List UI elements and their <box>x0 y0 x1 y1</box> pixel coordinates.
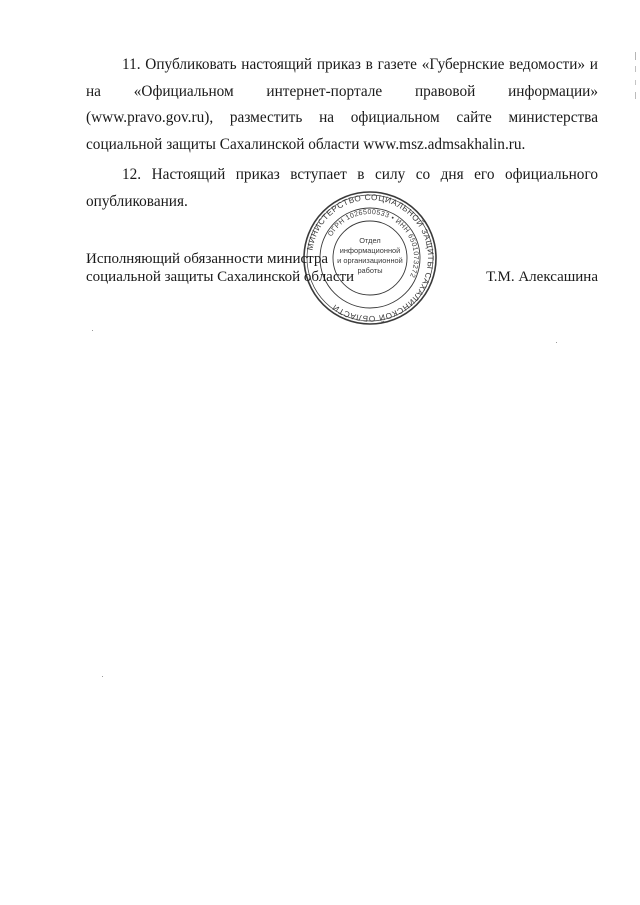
scan-edge-mark <box>634 52 638 102</box>
seal-outer-text: МИНИСТЕРСТВО СОЦИАЛЬНОЙ ЗАЩИТЫ САХАЛИНСКОЙ ОБЛАСТИ <box>305 192 436 324</box>
paragraph-12: 12. Настоящий приказ вступает в силу со дня его официального опубликования. <box>86 166 598 210</box>
seal-center-line: работы <box>357 266 383 275</box>
seal-center-line: и организационной <box>337 256 403 265</box>
seal-center-line: Отдел <box>359 236 381 245</box>
paragraph-11: 11. Опубликовать настоящий приказ в газете «Губернские ведомости» и на «Официальном интернет-портале правовой информации» (www.pravo.gov.ru), разместить на официальном сайте министерства социальной защиты Сахалинской области www.msz.admsakhalin.ru. <box>86 56 598 153</box>
scan-speck <box>556 342 557 343</box>
signatory-name: Т.М. Алексашина <box>486 269 598 285</box>
signature-block <box>86 250 598 286</box>
signatory-title-line1: Исполняющий обязанности министра <box>86 251 329 267</box>
signatory-title-line2: социальной защиты Сахалинской области <box>86 269 355 285</box>
scan-speck <box>102 676 103 677</box>
scan-speck <box>92 330 93 331</box>
seal-inner-text: ОГРН 1026500533 • ИНН 6501073272 <box>327 208 420 279</box>
seal-center-line: информационной <box>339 246 401 255</box>
